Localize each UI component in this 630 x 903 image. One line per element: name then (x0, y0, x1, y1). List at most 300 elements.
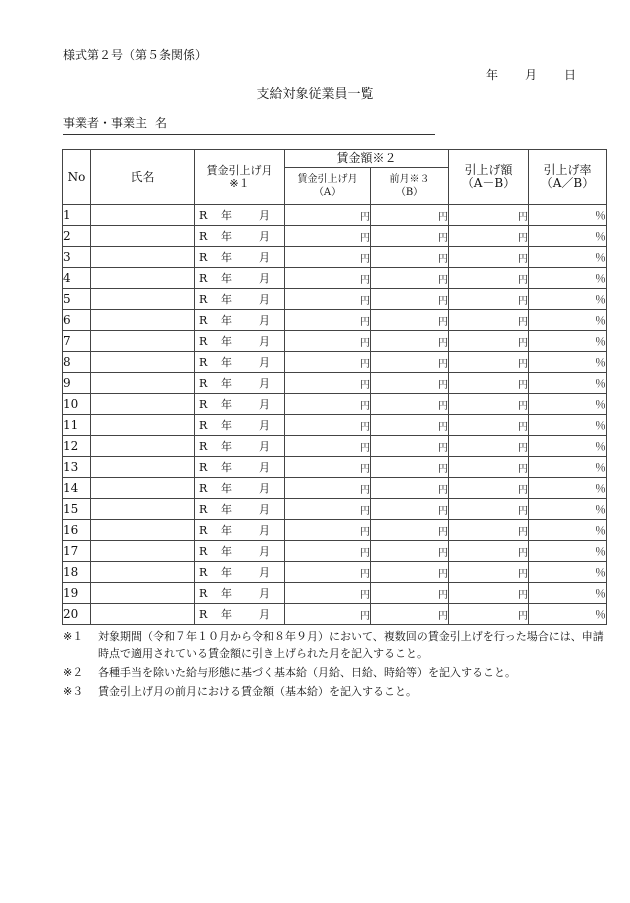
wage-a-cell[interactable] (285, 268, 371, 289)
wage-a-cell[interactable] (285, 541, 371, 562)
wage-b-cell[interactable] (371, 562, 449, 583)
header-wage-a-label: 賃金引上げ月 (297, 174, 358, 185)
page-title: 支給対象従業員一覧 (256, 87, 374, 102)
reiwa-label: R (199, 419, 208, 432)
wage-b-cell[interactable] (371, 373, 449, 394)
date-month-label: 月 (524, 68, 537, 82)
note-item (63, 628, 608, 662)
month-label: 月 (259, 335, 270, 348)
yen-unit: 円 (438, 442, 449, 454)
raise-month-cell[interactable] (195, 562, 285, 583)
raise-month-cell[interactable] (195, 247, 285, 268)
wage-b-cell[interactable] (371, 520, 449, 541)
yen-unit: 円 (360, 421, 370, 433)
name-cell[interactable] (91, 226, 195, 247)
note-text: 各種手当を除いた給与形態に基づく基本給（月給、日給、時給等）を記入すること。 (98, 666, 516, 679)
wage-b-cell[interactable] (371, 541, 449, 562)
increase-cell[interactable] (449, 478, 529, 499)
name-cell[interactable] (91, 394, 195, 415)
name-cell[interactable] (91, 310, 195, 331)
table-row (63, 205, 607, 226)
year-label: 年 (221, 209, 232, 222)
reiwa-label: R (199, 524, 208, 537)
yen-unit: 円 (360, 526, 370, 538)
raise-month-cell[interactable] (195, 541, 285, 562)
table-row (63, 415, 607, 436)
wage-a-cell[interactable] (285, 226, 371, 247)
header-rate-sub: （A／B） (540, 176, 595, 190)
raise-month-cell[interactable] (195, 457, 285, 478)
year-label: 年 (221, 566, 232, 579)
yen-unit: 円 (360, 484, 370, 496)
row-number: 14 (63, 478, 91, 499)
year-label: 年 (221, 545, 232, 558)
reiwa-label: R (199, 398, 208, 411)
name-cell[interactable] (91, 562, 195, 583)
wage-a-cell[interactable] (285, 373, 371, 394)
yen-unit: 円 (438, 568, 449, 580)
year-label: 年 (221, 524, 232, 537)
percent-unit: ％ (595, 440, 607, 453)
employer-label: 事業者・事業主 (63, 116, 148, 130)
header-wage-b-label: 前月※３ (389, 174, 430, 185)
name-cell[interactable] (91, 520, 195, 541)
wage-b-cell[interactable] (371, 604, 449, 625)
raise-month-cell[interactable] (195, 436, 285, 457)
name-cell[interactable] (91, 289, 195, 310)
yen-unit: 円 (518, 589, 529, 601)
month-label: 月 (259, 356, 270, 369)
rate-cell[interactable] (529, 604, 607, 625)
month-label: 月 (259, 230, 270, 243)
year-label: 年 (221, 461, 232, 474)
row-number: 5 (63, 289, 91, 310)
yen-unit: 円 (518, 421, 529, 433)
year-label: 年 (221, 251, 232, 264)
percent-unit: ％ (595, 314, 607, 327)
reiwa-label: R (199, 314, 208, 327)
yen-unit: 円 (518, 358, 529, 370)
date-line (486, 66, 576, 83)
yen-unit: 円 (360, 547, 370, 559)
name-cell[interactable] (91, 352, 195, 373)
yen-unit: 円 (360, 379, 370, 391)
table-body (63, 205, 607, 625)
note-item (63, 683, 608, 700)
wage-a-cell[interactable] (285, 583, 371, 604)
row-number: 3 (63, 247, 91, 268)
name-cell[interactable] (91, 331, 195, 352)
yen-unit: 円 (438, 274, 449, 286)
percent-unit: ％ (595, 251, 607, 264)
wage-a-cell[interactable] (285, 289, 371, 310)
rate-cell[interactable] (529, 331, 607, 352)
row-number: 9 (63, 373, 91, 394)
yen-unit: 円 (518, 379, 529, 391)
year-label: 年 (221, 440, 232, 453)
increase-cell[interactable] (449, 373, 529, 394)
percent-unit: ％ (595, 503, 607, 516)
year-label: 年 (221, 503, 232, 516)
yen-unit: 円 (360, 358, 370, 370)
header-wage-b-sub: （B） (395, 187, 424, 198)
raise-month-cell[interactable] (195, 478, 285, 499)
increase-cell[interactable] (449, 562, 529, 583)
name-cell[interactable] (91, 436, 195, 457)
header-wage-a-sub: （A） (313, 187, 342, 198)
yen-unit: 円 (438, 421, 449, 433)
year-label: 年 (221, 419, 232, 432)
row-number: 19 (63, 583, 91, 604)
row-number: 11 (63, 415, 91, 436)
month-label: 月 (259, 587, 270, 600)
raise-month-cell[interactable] (195, 415, 285, 436)
rate-cell[interactable] (529, 289, 607, 310)
raise-month-cell[interactable] (195, 310, 285, 331)
table-row (63, 457, 607, 478)
raise-month-cell[interactable] (195, 226, 285, 247)
percent-unit: ％ (595, 566, 607, 579)
rate-cell[interactable] (529, 226, 607, 247)
wage-a-cell[interactable] (285, 205, 371, 226)
wage-b-cell[interactable] (371, 310, 449, 331)
rate-cell[interactable] (529, 247, 607, 268)
reiwa-label: R (199, 608, 208, 621)
reiwa-label: R (199, 272, 208, 285)
table-row (63, 247, 607, 268)
increase-cell[interactable] (449, 415, 529, 436)
percent-unit: ％ (595, 419, 607, 432)
table-row (63, 226, 607, 247)
header-rate (529, 150, 607, 205)
raise-month-cell[interactable] (195, 373, 285, 394)
employer-name-line[interactable] (63, 114, 435, 135)
wage-b-cell[interactable] (371, 352, 449, 373)
month-label: 月 (259, 566, 270, 579)
wage-a-cell[interactable] (285, 478, 371, 499)
wage-a-cell[interactable] (285, 604, 371, 625)
header-raise-month-label: 賃金引上げ月 (206, 164, 273, 177)
rate-cell[interactable] (529, 478, 607, 499)
increase-cell[interactable] (449, 394, 529, 415)
wage-a-cell[interactable] (285, 310, 371, 331)
increase-cell[interactable] (449, 541, 529, 562)
table-row (63, 478, 607, 499)
reiwa-label: R (199, 230, 208, 243)
yen-unit: 円 (360, 316, 370, 328)
month-label: 月 (259, 272, 270, 285)
wage-a-cell[interactable] (285, 520, 371, 541)
name-cell[interactable] (91, 457, 195, 478)
yen-unit: 円 (438, 463, 449, 475)
month-label: 月 (259, 482, 270, 495)
table-row (63, 352, 607, 373)
year-label: 年 (221, 608, 232, 621)
table-row (63, 331, 607, 352)
name-cell[interactable] (91, 373, 195, 394)
percent-unit: ％ (595, 545, 607, 558)
yen-unit: 円 (518, 610, 529, 622)
increase-cell[interactable] (449, 604, 529, 625)
yen-unit: 円 (438, 211, 449, 223)
row-number: 8 (63, 352, 91, 373)
name-cell[interactable] (91, 541, 195, 562)
increase-cell[interactable] (449, 352, 529, 373)
rate-cell[interactable] (529, 415, 607, 436)
wage-b-cell[interactable] (371, 205, 449, 226)
table-row (63, 520, 607, 541)
header-raise-month-note: ※１ (229, 177, 250, 190)
year-label: 年 (221, 314, 232, 327)
raise-month-cell[interactable] (195, 268, 285, 289)
row-number: 6 (63, 310, 91, 331)
header-rate-label: 引上げ率 (543, 163, 592, 177)
notes (63, 628, 608, 702)
wage-b-cell[interactable] (371, 457, 449, 478)
yen-unit: 円 (360, 274, 370, 286)
name-cell[interactable] (91, 205, 195, 226)
percent-unit: ％ (595, 461, 607, 474)
wage-a-cell[interactable] (285, 457, 371, 478)
wage-a-cell[interactable] (285, 562, 371, 583)
year-label: 年 (221, 398, 232, 411)
rate-cell[interactable] (529, 352, 607, 373)
month-label: 月 (259, 608, 270, 621)
increase-cell[interactable] (449, 289, 529, 310)
row-number: 18 (63, 562, 91, 583)
year-label: 年 (221, 230, 232, 243)
name-cell[interactable] (91, 583, 195, 604)
yen-unit: 円 (438, 358, 449, 370)
year-label: 年 (221, 356, 232, 369)
name-cell[interactable] (91, 604, 195, 625)
yen-unit: 円 (438, 379, 449, 391)
percent-unit: ％ (595, 272, 607, 285)
yen-unit: 円 (360, 253, 370, 265)
row-number: 13 (63, 457, 91, 478)
wage-b-cell[interactable] (371, 478, 449, 499)
yen-unit: 円 (518, 463, 529, 475)
row-number: 17 (63, 541, 91, 562)
header-wage-a (285, 168, 371, 205)
row-number: 7 (63, 331, 91, 352)
wage-a-cell[interactable] (285, 352, 371, 373)
table-row (63, 541, 607, 562)
yen-unit: 円 (438, 400, 449, 412)
wage-b-cell[interactable] (371, 436, 449, 457)
rate-cell[interactable] (529, 583, 607, 604)
increase-cell[interactable] (449, 520, 529, 541)
yen-unit: 円 (518, 211, 529, 223)
year-label: 年 (221, 335, 232, 348)
rate-cell[interactable] (529, 457, 607, 478)
yen-unit: 円 (518, 547, 529, 559)
reiwa-label: R (199, 293, 208, 306)
increase-cell[interactable] (449, 247, 529, 268)
rate-cell[interactable] (529, 205, 607, 226)
raise-month-cell[interactable] (195, 583, 285, 604)
table-row (63, 310, 607, 331)
percent-unit: ％ (595, 335, 607, 348)
increase-cell[interactable] (449, 436, 529, 457)
table-row (63, 604, 607, 625)
wage-a-cell[interactable] (285, 331, 371, 352)
increase-cell[interactable] (449, 205, 529, 226)
year-label: 年 (221, 587, 232, 600)
yen-unit: 円 (360, 610, 370, 622)
rate-cell[interactable] (529, 310, 607, 331)
table-row (63, 499, 607, 520)
increase-cell[interactable] (449, 457, 529, 478)
yen-unit: 円 (518, 316, 529, 328)
year-label: 年 (221, 482, 232, 495)
table-row (63, 289, 607, 310)
name-cell[interactable] (91, 247, 195, 268)
percent-unit: ％ (595, 524, 607, 537)
yen-unit: 円 (438, 337, 449, 349)
yen-unit: 円 (438, 547, 449, 559)
wage-b-cell[interactable] (371, 394, 449, 415)
yen-unit: 円 (438, 505, 449, 517)
row-number: 20 (63, 604, 91, 625)
yen-unit: 円 (518, 505, 529, 517)
header-name: 氏名 (91, 150, 195, 205)
wage-b-cell[interactable] (371, 583, 449, 604)
percent-unit: ％ (595, 482, 607, 495)
yen-unit: 円 (360, 337, 370, 349)
percent-unit: ％ (595, 398, 607, 411)
reiwa-label: R (199, 482, 208, 495)
yen-unit: 円 (438, 610, 449, 622)
raise-month-cell[interactable] (195, 499, 285, 520)
reiwa-label: R (199, 356, 208, 369)
rate-cell[interactable] (529, 373, 607, 394)
rate-cell[interactable] (529, 394, 607, 415)
raise-month-cell[interactable] (195, 205, 285, 226)
month-label: 月 (259, 209, 270, 222)
rate-cell[interactable] (529, 268, 607, 289)
reiwa-label: R (199, 251, 208, 264)
raise-month-cell[interactable] (195, 604, 285, 625)
month-label: 月 (259, 377, 270, 390)
yen-unit: 円 (360, 295, 370, 307)
year-label: 年 (221, 272, 232, 285)
wage-a-cell[interactable] (285, 436, 371, 457)
rate-cell[interactable] (529, 541, 607, 562)
wage-b-cell[interactable] (371, 247, 449, 268)
yen-unit: 円 (360, 505, 370, 517)
wage-b-cell[interactable] (371, 289, 449, 310)
month-label: 月 (259, 419, 270, 432)
rate-cell[interactable] (529, 499, 607, 520)
row-number: 15 (63, 499, 91, 520)
yen-unit: 円 (438, 526, 449, 538)
table-row (63, 562, 607, 583)
note-text: 対象期間（令和７年１０月から令和８年９月）において、複数回の賃金引上げを行った場合には、申請時点で適用されている賃金額に引き上げられた月を記入すること。 (98, 630, 604, 660)
wage-a-cell[interactable] (285, 394, 371, 415)
month-label: 月 (259, 461, 270, 474)
wage-b-cell[interactable] (371, 331, 449, 352)
wage-a-cell[interactable] (285, 499, 371, 520)
reiwa-label: R (199, 587, 208, 600)
name-cell[interactable] (91, 415, 195, 436)
name-cell[interactable] (91, 478, 195, 499)
rate-cell[interactable] (529, 562, 607, 583)
reiwa-label: R (199, 545, 208, 558)
rate-cell[interactable] (529, 520, 607, 541)
reiwa-label: R (199, 209, 208, 222)
form-number: 様式第２号（第５条関係） (63, 48, 208, 62)
month-label: 月 (259, 293, 270, 306)
percent-unit: ％ (595, 587, 607, 600)
wage-b-cell[interactable] (371, 415, 449, 436)
raise-month-cell[interactable] (195, 331, 285, 352)
percent-unit: ％ (595, 230, 607, 243)
yen-unit: 円 (518, 526, 529, 538)
raise-month-cell[interactable] (195, 352, 285, 373)
date-year-label: 年 (486, 68, 499, 82)
percent-unit: ％ (595, 293, 607, 306)
yen-unit: 円 (518, 232, 529, 244)
yen-unit: 円 (518, 568, 529, 580)
table-row (63, 268, 607, 289)
reiwa-label: R (199, 461, 208, 474)
month-label: 月 (259, 398, 270, 411)
increase-cell[interactable] (449, 331, 529, 352)
increase-cell[interactable] (449, 226, 529, 247)
percent-unit: ％ (595, 608, 607, 621)
reiwa-label: R (199, 566, 208, 579)
name-cell[interactable] (91, 268, 195, 289)
yen-unit: 円 (360, 211, 370, 223)
raise-month-cell[interactable] (195, 289, 285, 310)
reiwa-label: R (199, 503, 208, 516)
raise-month-cell[interactable] (195, 520, 285, 541)
name-cell[interactable] (91, 499, 195, 520)
increase-cell[interactable] (449, 499, 529, 520)
month-label: 月 (259, 503, 270, 516)
note-mark: ※３ (63, 685, 84, 698)
increase-cell[interactable] (449, 583, 529, 604)
reiwa-label: R (199, 377, 208, 390)
wage-b-cell[interactable] (371, 226, 449, 247)
row-number: 2 (63, 226, 91, 247)
wage-a-cell[interactable] (285, 247, 371, 268)
increase-cell[interactable] (449, 310, 529, 331)
month-label: 月 (259, 251, 270, 264)
wage-b-cell[interactable] (371, 499, 449, 520)
header-increase (449, 150, 529, 205)
wage-b-cell[interactable] (371, 268, 449, 289)
month-label: 月 (259, 314, 270, 327)
increase-cell[interactable] (449, 268, 529, 289)
yen-unit: 円 (360, 442, 370, 454)
note-item (63, 664, 608, 681)
header-no: No (63, 150, 91, 205)
table-row (63, 583, 607, 604)
yen-unit: 円 (518, 400, 529, 412)
row-number: 10 (63, 394, 91, 415)
wage-a-cell[interactable] (285, 415, 371, 436)
rate-cell[interactable] (529, 436, 607, 457)
date-day-label: 日 (563, 68, 576, 82)
year-label: 年 (221, 377, 232, 390)
yen-unit: 円 (438, 253, 449, 265)
raise-month-cell[interactable] (195, 394, 285, 415)
table-row (63, 373, 607, 394)
percent-unit: ％ (595, 356, 607, 369)
row-number: 4 (63, 268, 91, 289)
